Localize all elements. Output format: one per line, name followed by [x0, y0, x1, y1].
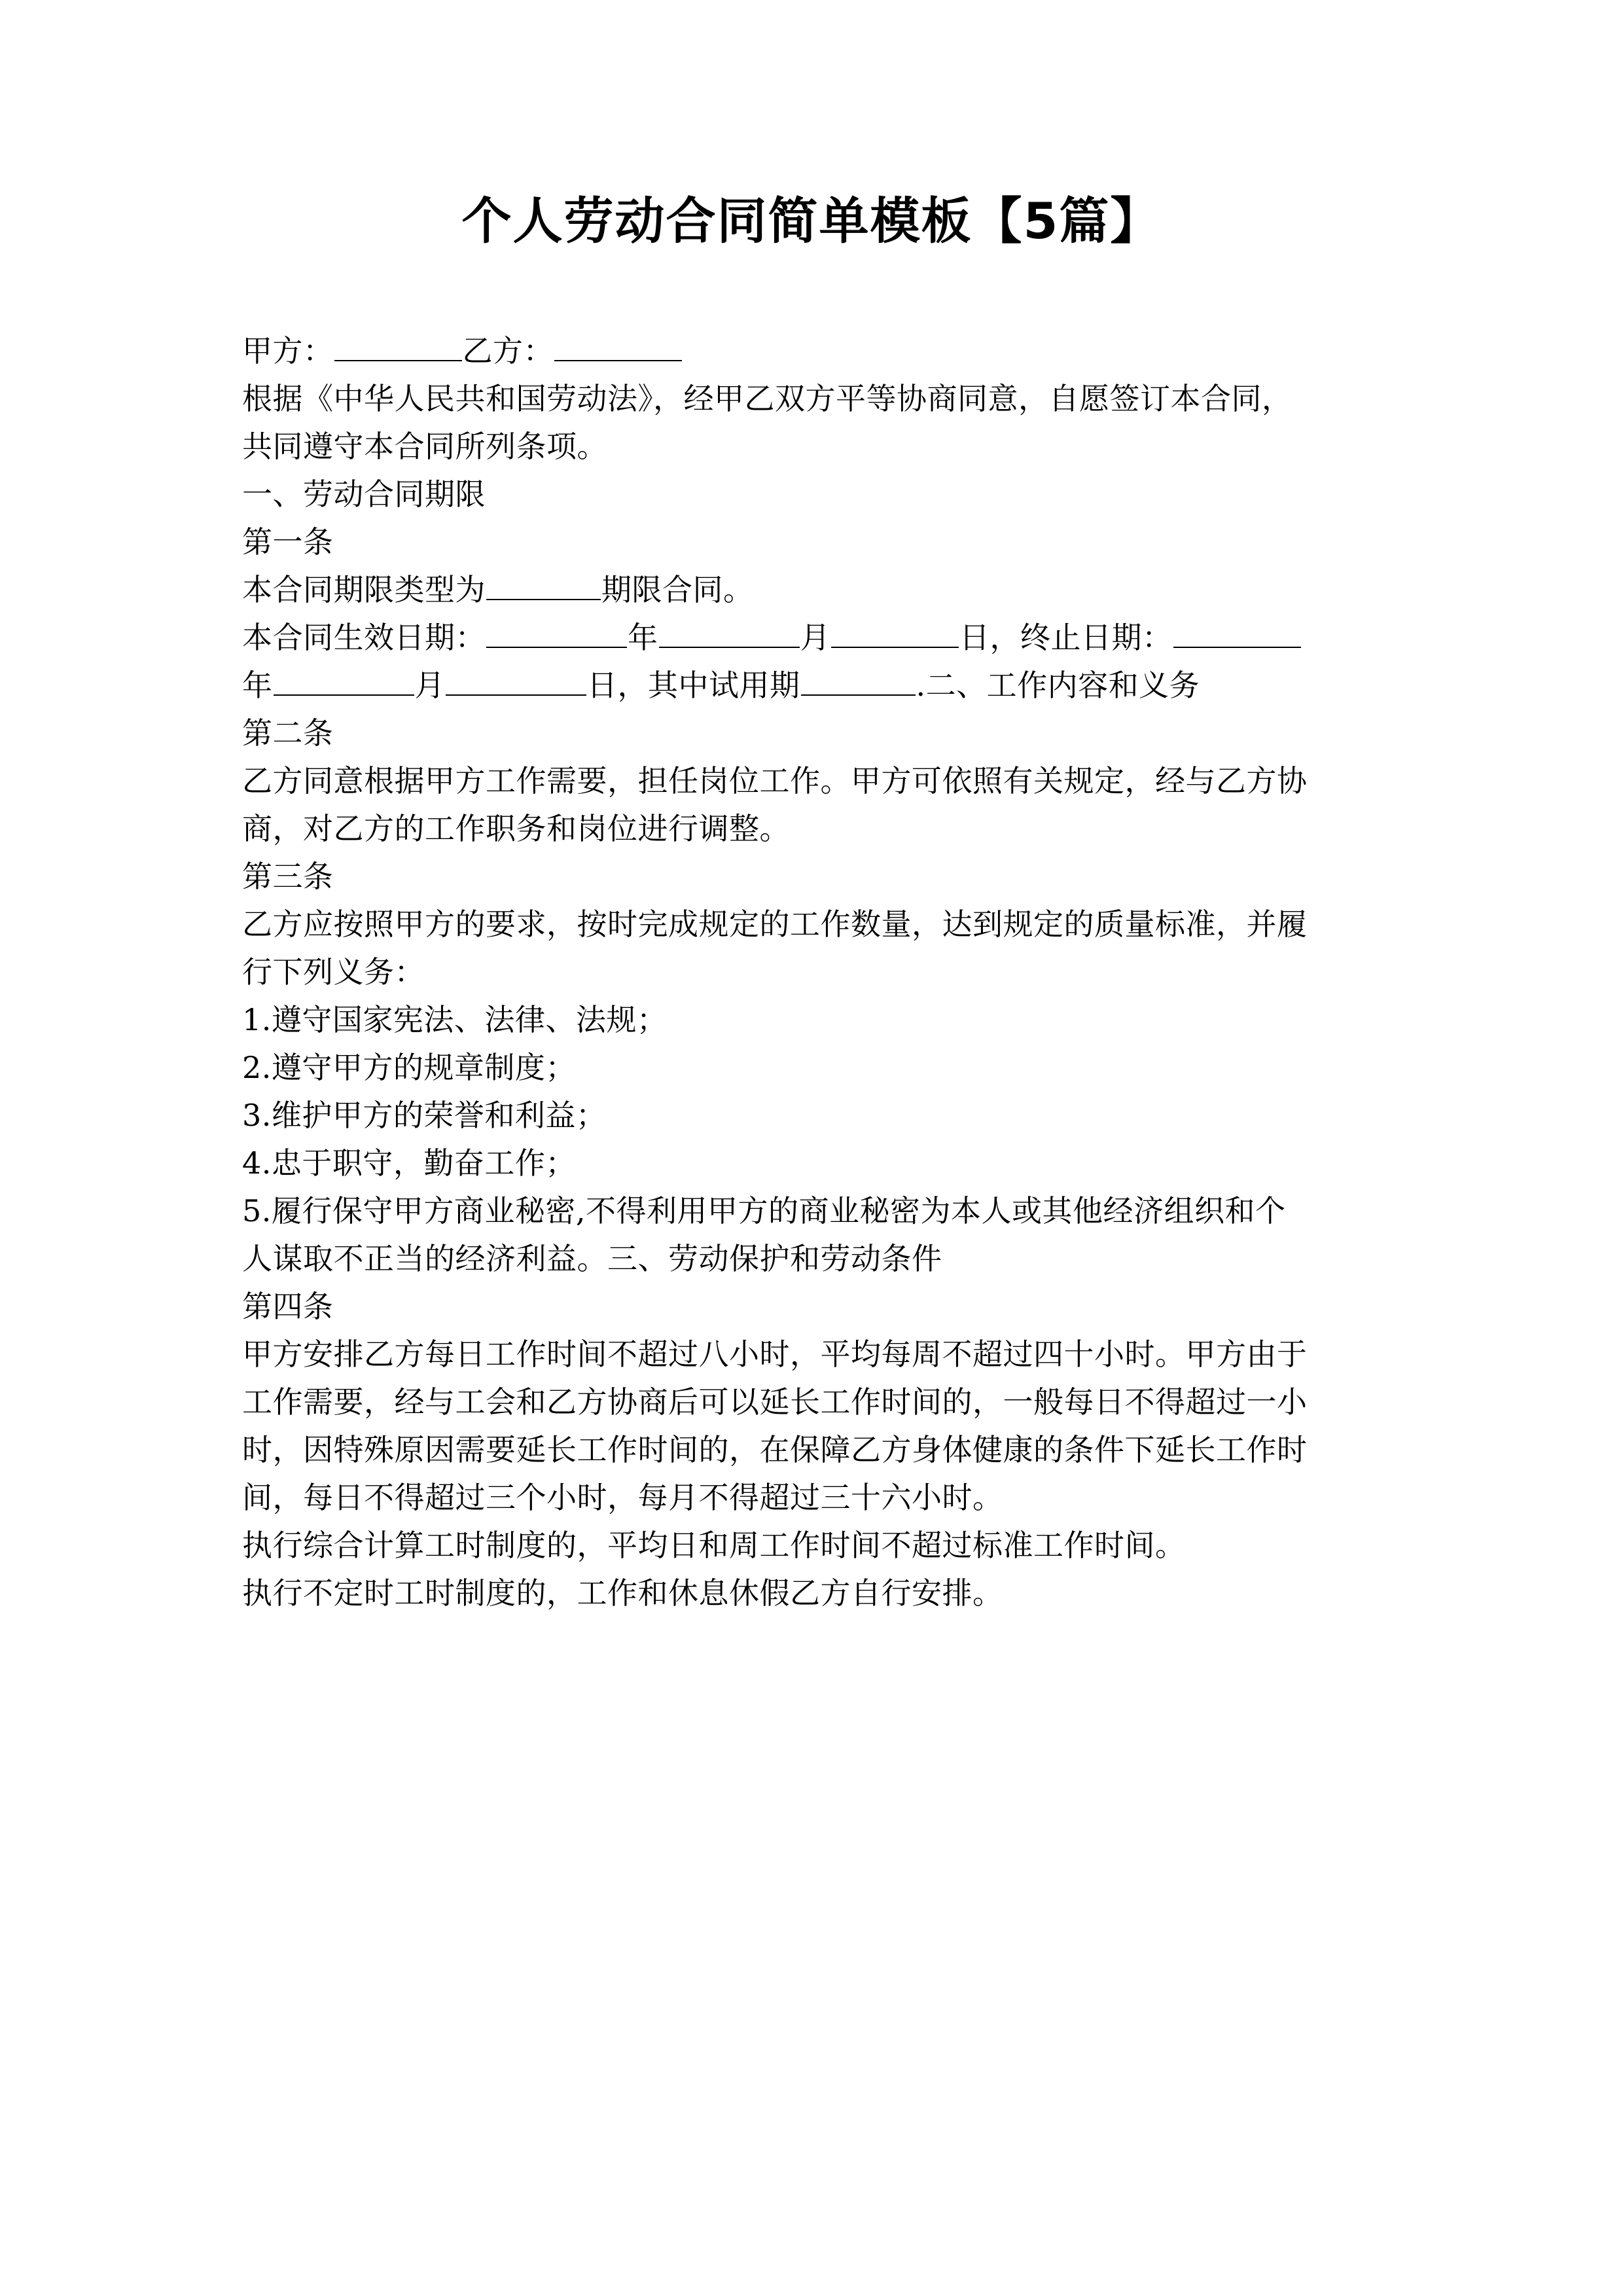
fill-in-blank[interactable]	[274, 664, 414, 696]
line-text: 甲方：	[242, 333, 334, 368]
line-text: 共同遵守本合同所列条项。	[242, 429, 607, 464]
line-text: 3.维护甲方的荣誉和利益；	[242, 1098, 607, 1133]
document-line-duty-4	[242, 1139, 1384, 1187]
line-text: 本合同期限类型为	[242, 572, 486, 607]
line-text: 根据《中华人民共和国劳动法》，经甲乙双方平等协商同意，自愿签订本合同，	[242, 381, 1293, 416]
document-line-preamble-1	[242, 375, 1384, 423]
fill-in-blank[interactable]	[1173, 617, 1301, 648]
document-line-article-1-body	[242, 566, 1384, 614]
document-line-article-4-b6	[242, 1570, 1384, 1617]
line-text: 一、劳动合同期限	[242, 476, 486, 512]
document-line-article-4-b1	[242, 1331, 1384, 1378]
document-line-article-4-b3	[242, 1426, 1384, 1474]
line-text: 乙方：	[462, 333, 554, 368]
document-line-dates-1	[242, 614, 1384, 662]
line-text: 第四条	[242, 1289, 334, 1324]
line-text: 第二条	[242, 715, 334, 751]
line-text: 商，对乙方的工作职务和岗位进行调整。	[242, 811, 790, 846]
line-text: 人谋取不正当的经济利益。三、劳动保护和劳动条件	[242, 1241, 942, 1276]
line-text: 4.忠于职守，勤奋工作；	[242, 1145, 576, 1181]
document-line-duty-3	[242, 1092, 1384, 1139]
line-text: 时，因特殊原因需要延长工作时间的，在保障乙方身体健康的条件下延长工作时	[242, 1432, 1308, 1467]
line-text: 年	[242, 668, 273, 703]
document-line-preamble-2	[242, 423, 1384, 471]
line-text: 月	[414, 668, 445, 703]
document-line-duty-5-b	[242, 1235, 1384, 1283]
line-text: .二、工作内容和义务	[916, 668, 1200, 703]
line-text: 第三条	[242, 859, 334, 894]
line-text: 年	[628, 620, 658, 655]
line-text: 本合同生效日期：	[242, 620, 486, 655]
document-line-article-2-b1	[242, 757, 1384, 805]
line-text: 工作需要，经与工会和乙方协商后可以延长工作时间的，一般每日不得超过一小	[242, 1384, 1308, 1420]
line-text: 日，其中试用期	[587, 668, 800, 703]
line-text: 期限合同。	[601, 572, 754, 607]
document-line-article-2-b2	[242, 805, 1384, 853]
fill-in-blank[interactable]	[554, 330, 682, 361]
line-text: 1.遵守国家宪法、法律、法规；	[242, 1002, 668, 1037]
line-text: 执行不定时工时制度的，工作和休息休假乙方自行安排。	[242, 1575, 1003, 1611]
document-line-duty-2	[242, 1044, 1384, 1092]
document-line-article-4-b5	[242, 1522, 1384, 1570]
document-line-article-2	[242, 709, 1384, 757]
line-text: 第一条	[242, 524, 334, 560]
line-text: 乙方应按照甲方的要求，按时完成规定的工作数量，达到规定的质量标准，并履	[242, 906, 1308, 942]
line-text: 5.履行保守甲方商业秘密,不得利用甲方的商业秘密为本人或其他经济组织和个	[242, 1193, 1286, 1229]
line-text: 日，终止日期：	[959, 620, 1173, 655]
document-line-article-3-b2	[242, 948, 1384, 996]
document-body	[242, 327, 1384, 1617]
line-text: 间，每日不得超过三个小时，每月不得超过三十六小时。	[242, 1480, 1003, 1515]
fill-in-blank[interactable]	[334, 330, 462, 361]
document-line-duty-5-a	[242, 1187, 1384, 1235]
page-title: 个人劳动合同简单模板【5篇】	[461, 192, 1162, 250]
document-line-article-1	[242, 518, 1384, 566]
document-line-duty-1	[242, 996, 1384, 1044]
fill-in-blank[interactable]	[486, 617, 627, 648]
fill-in-blank[interactable]	[831, 617, 959, 648]
fill-in-blank[interactable]	[659, 617, 800, 648]
document-line-parties	[242, 327, 1384, 375]
line-text: 执行综合计算工时制度的，平均日和周工作时间不超过标准工作时间。	[242, 1528, 1186, 1563]
line-text: 甲方安排乙方每日工作时间不超过八小时，平均每周不超过四十小时。甲方由于	[242, 1336, 1308, 1372]
line-text: 月	[800, 620, 830, 655]
document-line-article-4	[242, 1283, 1384, 1331]
document-line-article-3	[242, 853, 1384, 901]
fill-in-blank[interactable]	[801, 664, 916, 696]
document-line-section-1	[242, 471, 1384, 518]
document-line-dates-2	[242, 662, 1384, 709]
document-line-article-4-b2	[242, 1378, 1384, 1426]
document-line-article-3-b1	[242, 901, 1384, 948]
line-text: 乙方同意根据甲方工作需要，担任岗位工作。甲方可依照有关规定，经与乙方协	[242, 763, 1308, 798]
document-line-article-4-b4	[242, 1474, 1384, 1522]
fill-in-blank[interactable]	[446, 664, 586, 696]
fill-in-blank[interactable]	[486, 569, 601, 600]
line-text: 2.遵守甲方的规章制度；	[242, 1050, 576, 1085]
line-text: 行下列义务：	[242, 954, 425, 990]
